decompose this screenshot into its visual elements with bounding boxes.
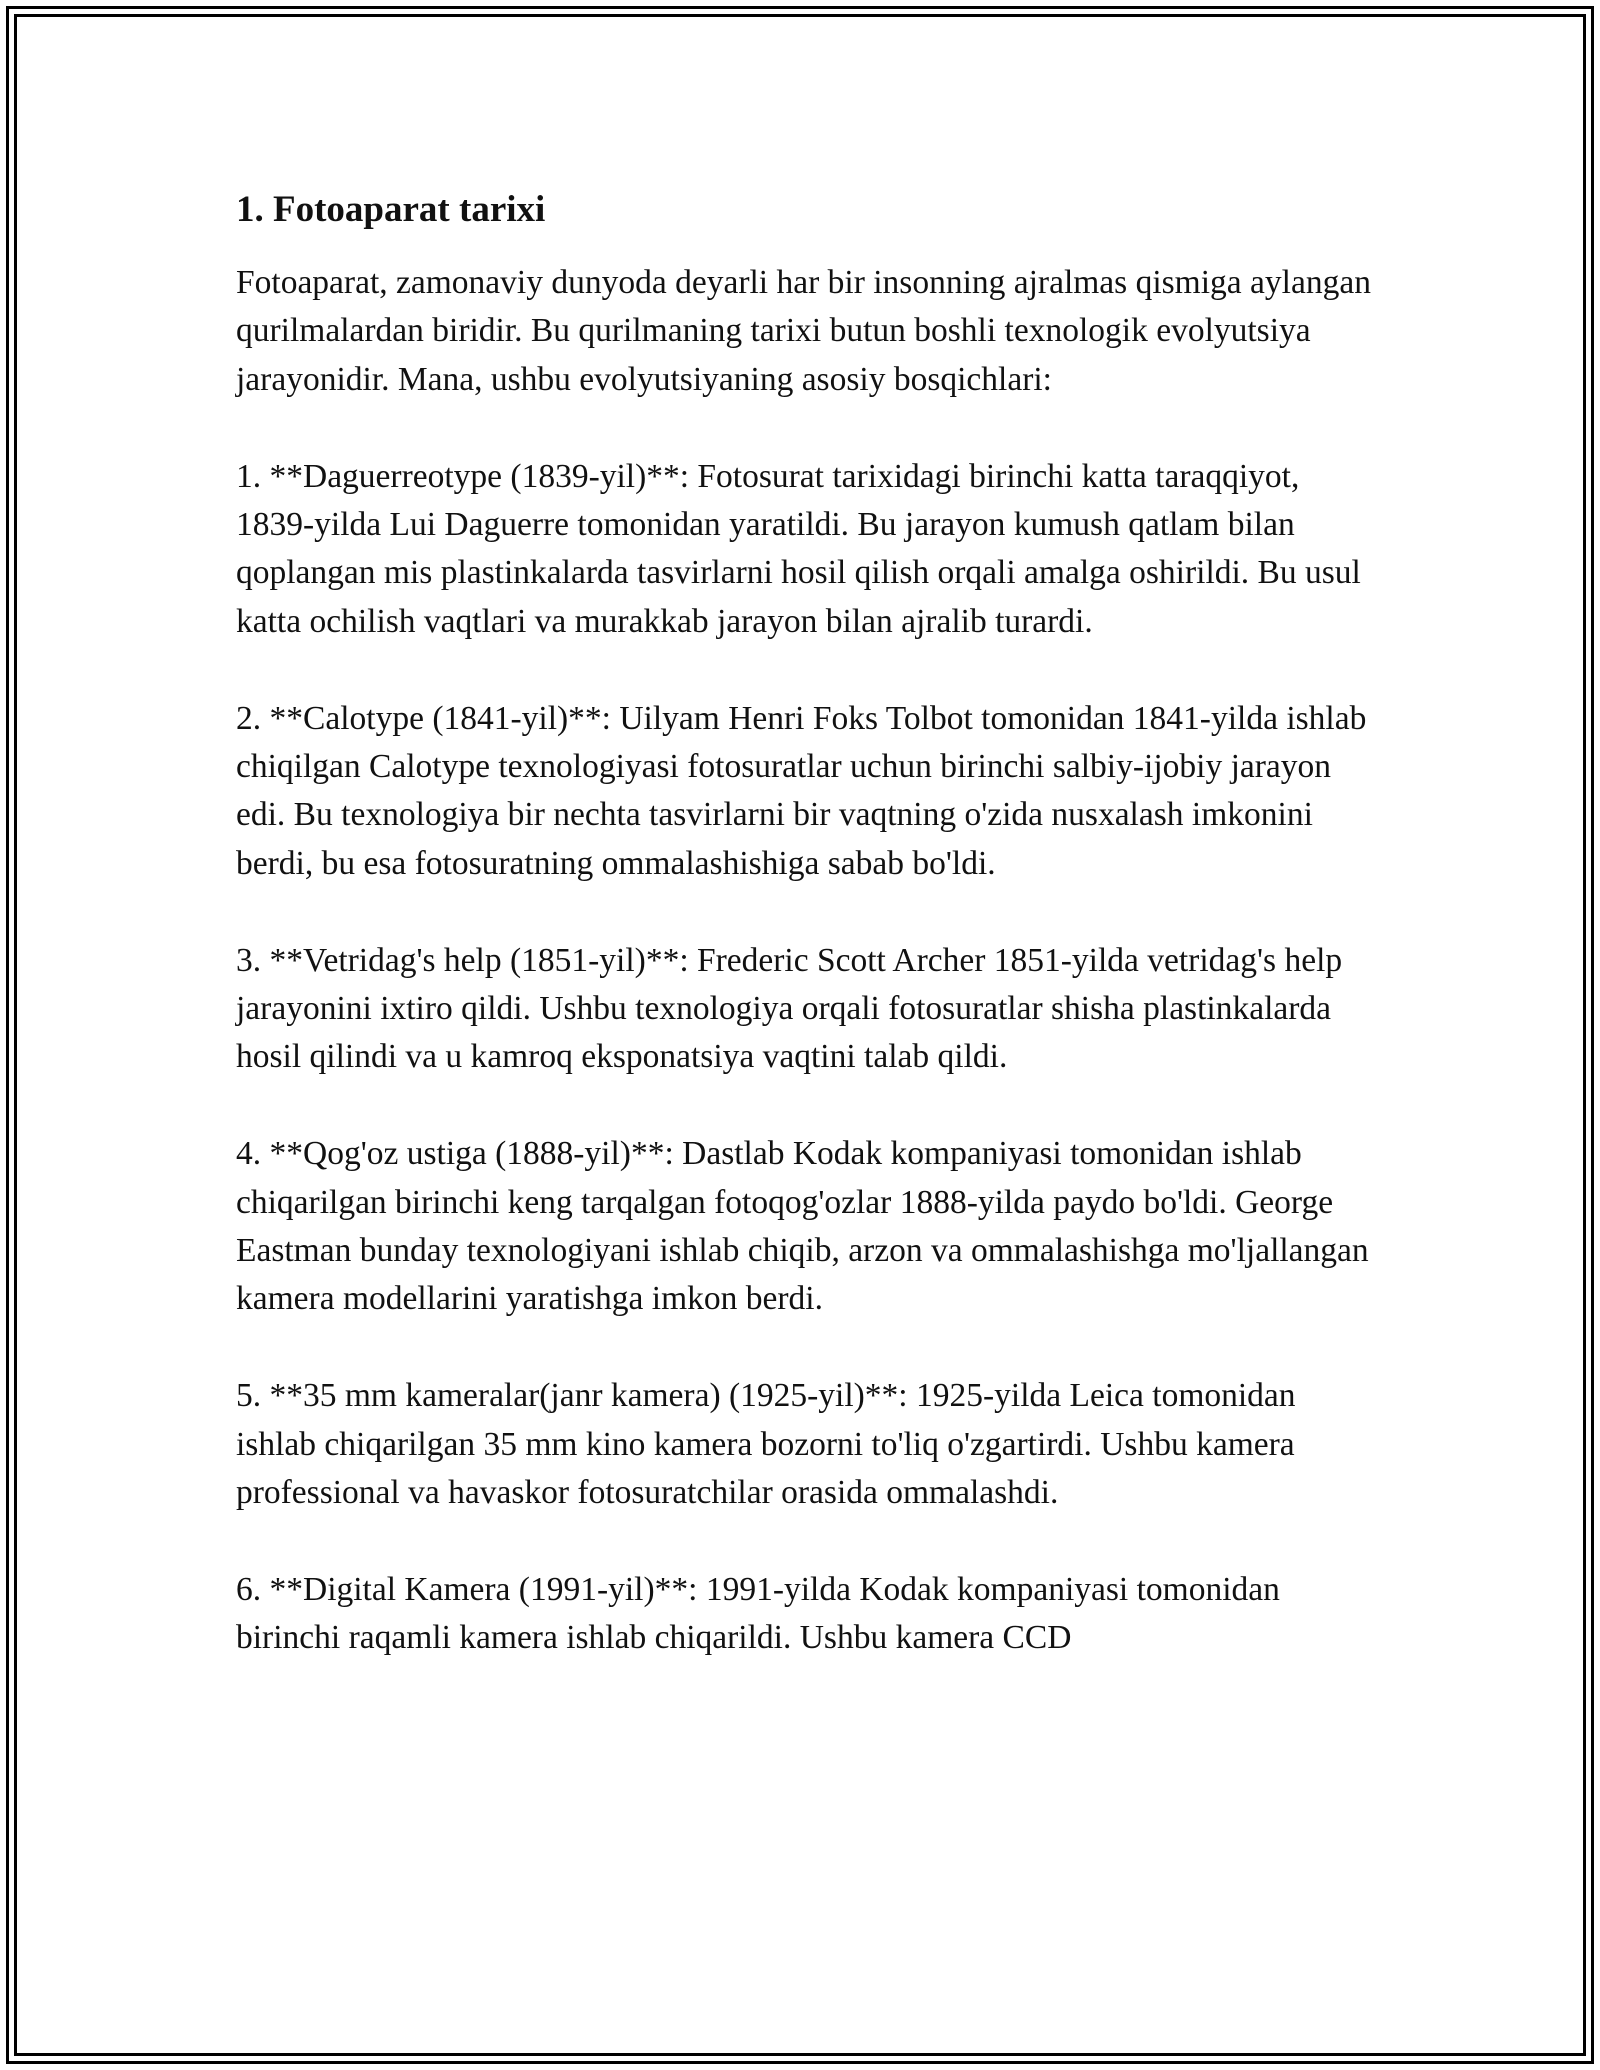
list-item-digital-kamera: 6. **Digital Kamera (1991-yil)**: 1991-yilda Kodak kompaniyasi tomonidan birinchi raqamli kamera ishlab chiqarildi. Ushbu kamera CCD: [236, 1570, 1280, 1657]
list-item-qogoz-ustiga: 4. **Qog'oz ustiga (1888-yil)**: Dastlab Kodak kompaniyasi tomonidan ishlab chiqarilgan birinchi keng tarqalgan fotoqog'ozlar 1888-yilda paydo bo'ldi. George Eastman bunday texnologiyani ishlab chiqib, arzon va ommalashishga mo'ljallangan kamera modellarini yaratishga imkon berdi.: [236, 1135, 1369, 1318]
intro-paragraph: Fotoaparat, zamonaviy dunyoda deyarli har bir insonning ajralmas qismiga aylangan qurilmalardan biridir. Bu qurilmaning tarixi butun boshli texnologik evolyutsiya jarayonidir. Mana, ushbu evolyutsiyaning asosiy bosqichlari:: [236, 264, 1371, 398]
list-item-calotype: 2. **Calotype (1841-yil)**: Uilyam Henri Foks Tolbot tomonidan 1841-yilda ishlab chiqilgan Calotype texnologiyasi fotosuratlar uchun birinchi salbiy-ijobiy jarayon edi. Bu texnologiya bir nechta tasvirlarni bir vaqtning o'zida nusxalash imkonini berdi, bu esa fotosuratning ommalashishiga sabab bo'ldi.: [236, 699, 1367, 882]
list-item-daguerreotype: 1. **Daguerreotype (1839-yil)**: Fotosurat tarixidagi birinchi katta taraqqiyot, 1839-yilda Lui Daguerre tomonidan yaratildi. Bu jarayon kumush qatlam bilan qoplangan mis plastinkalarda tasvirlarni hosil qilish orqali amalga oshirildi. Bu usul katta ochilish vaqtlari va murakkab jarayon bilan ajralib turardi.: [236, 457, 1361, 640]
document-body: [236, 186, 1376, 1663]
list-item-35mm-kameralar: 5. **35 mm kameralar(janr kamera) (1925-yil)**: 1925-yilda Leica tomonidan ishlab chiqarilgan 35 mm kino kamera bozorni to'liq o'zgartirdi. Ushbu kamera professional va havaskor fotosuratchilar orasida ommalashdi.: [236, 1377, 1296, 1512]
list-item-vetridags-help: 3. **Vetridag's help (1851-yil)**: Frederic Scott Archer 1851-yilda vetridag's help jarayonini ixtiro qildi. Ushbu texnologiya orqali fotosuratlar shisha plastinkalarda hosil qilindi va u kamroq eksponatsiya vaqtini talab qildi.: [236, 941, 1343, 1076]
section-heading: 1. Fotoaparat tarixi: [236, 189, 546, 230]
